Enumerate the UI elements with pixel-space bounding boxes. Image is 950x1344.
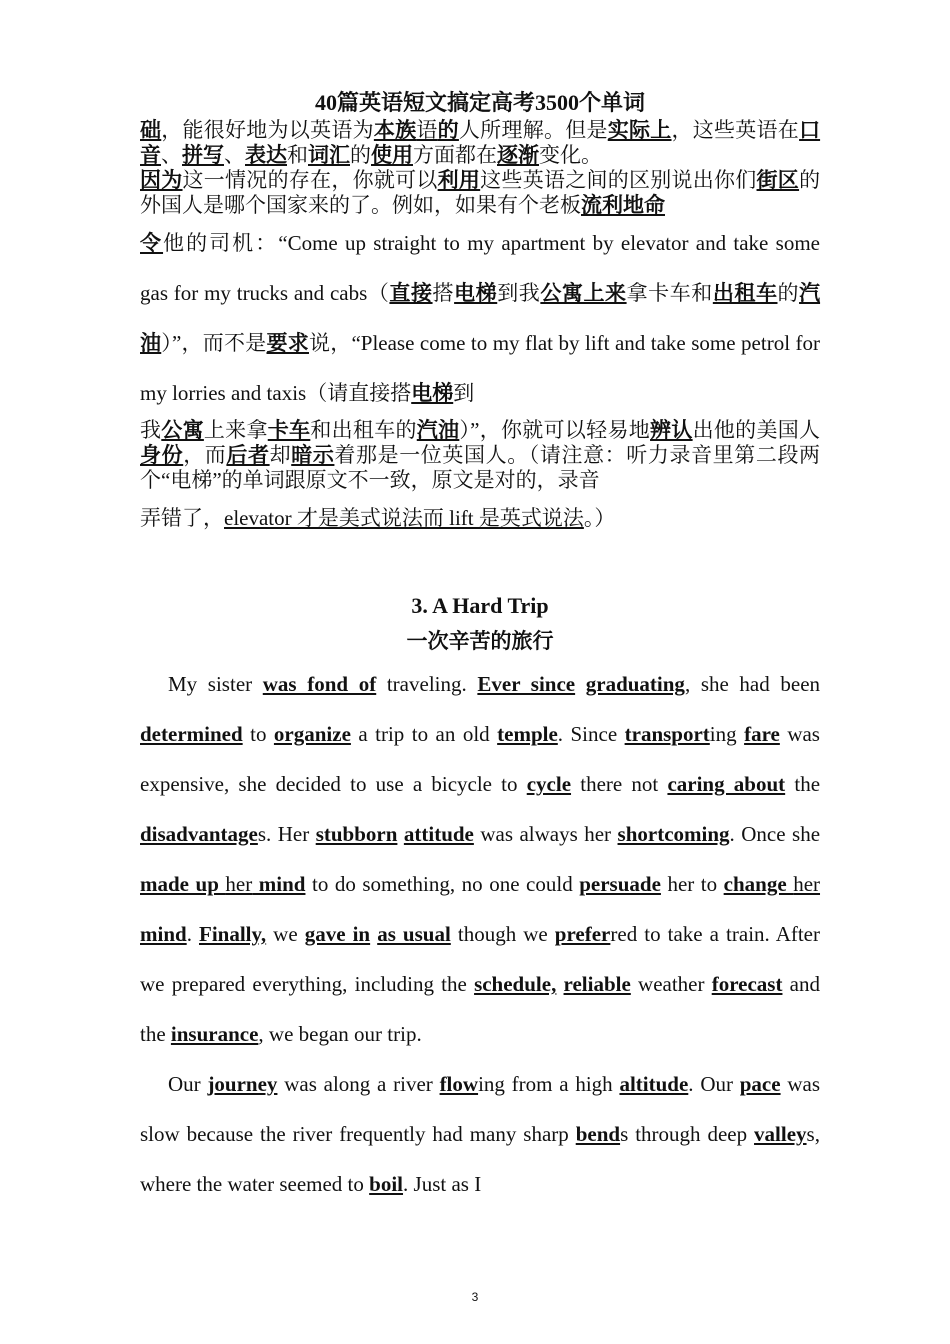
text-run: 这些英语之间的区别说出你们: [480, 168, 757, 192]
text-run: 却: [269, 443, 292, 467]
text-run: ）”，而不是: [161, 331, 267, 355]
text-run: forecast: [711, 972, 783, 996]
text-run: shortcoming: [617, 822, 730, 846]
text-run: stubborn: [315, 822, 398, 846]
text-run: weather: [630, 972, 712, 996]
en-paragraph-1: [140, 659, 820, 1059]
text-run: her: [793, 872, 821, 896]
text-run: My sister: [168, 672, 263, 696]
text-run: 公寓上来: [540, 281, 627, 305]
text-run: was expensive, she decided to use a bicycle to: [140, 722, 820, 796]
text-run: temple: [497, 722, 558, 746]
text-run: 利用: [437, 168, 481, 192]
text-run: cycle: [526, 772, 572, 796]
text-run: the: [785, 772, 821, 796]
text-run: and the: [140, 972, 820, 1046]
text-run: mind: [252, 872, 306, 896]
cn-paragraph-2: [140, 168, 820, 218]
text-run: 这一情况的存在，你就可以: [182, 168, 438, 192]
text-run: 和: [287, 143, 308, 167]
text-run: 街区: [756, 168, 800, 192]
text-run: 到我: [497, 281, 541, 305]
text-run: 础: [140, 118, 162, 142]
text-run: 电梯: [454, 281, 498, 305]
text-run: 拿卡车和: [626, 281, 713, 305]
text-run: ，这些英语在: [671, 118, 800, 142]
text-run: 出租车: [712, 281, 778, 305]
text-run: 人所理解。但是: [458, 118, 608, 142]
en-paragraph-2: [140, 1059, 820, 1209]
text-run: 上来拿: [203, 418, 268, 442]
text-run: 着那是一位英国人。（请注意：听力录音里第二段两个“电梯”的单词跟原文不一致，原文是对的，录音: [140, 443, 821, 492]
text-run: traveling.: [376, 672, 478, 696]
cn-paragraph-3: [140, 418, 820, 493]
text-run: 实际上: [607, 118, 672, 142]
text-run: 到: [453, 381, 475, 405]
text-run: Our: [168, 1072, 208, 1096]
text-run: Finally,: [199, 922, 267, 946]
text-run: prefer: [554, 922, 611, 946]
text-run: flow: [439, 1072, 479, 1096]
text-run: 公寓: [161, 418, 204, 442]
text-run: 电梯: [411, 381, 454, 405]
text-run: , she had been: [684, 672, 821, 696]
text-run: was fond of: [262, 672, 377, 696]
text-run: 本族: [373, 118, 417, 142]
text-run: bend: [575, 1122, 621, 1146]
text-run: we: [266, 922, 305, 946]
text-run: 直接: [389, 281, 433, 305]
text-run: 方面都在: [413, 143, 497, 167]
text-run: determined: [140, 722, 243, 746]
text-run: 语: [416, 118, 438, 142]
cn-paragraph-3-tail: [140, 493, 820, 543]
text-run: mind: [140, 922, 187, 946]
section-subtitle: 一次辛苦的旅行: [406, 629, 554, 653]
text-run: s, where the water seemed to: [140, 1122, 820, 1196]
text-run: , we began our trip.: [258, 1022, 422, 1046]
text-run: 我: [140, 418, 162, 442]
text-run: valley: [754, 1122, 807, 1146]
text-run: ，而: [183, 443, 227, 467]
text-run: 。）: [583, 506, 616, 530]
text-run: 说，“Please come to my flat by lift and take some petrol for my lorries and taxis（请直接搭: [140, 331, 821, 405]
text-run: transport: [624, 722, 710, 746]
text-run: s through deep: [620, 1122, 755, 1146]
text-run: to do something, no one could: [305, 872, 580, 896]
text-run: caring about: [667, 772, 786, 796]
text-run: 令: [140, 231, 164, 255]
text-run: 流利地命: [581, 193, 665, 217]
text-run: her to: [660, 872, 724, 896]
text-run: 辨认: [650, 418, 693, 442]
text-run: 暗示: [291, 443, 335, 467]
text-run: was always her: [473, 822, 618, 846]
text-run: 和出租车的: [310, 418, 417, 442]
text-run: 弄错了，: [140, 506, 224, 530]
text-run: s. Her: [257, 822, 316, 846]
text-run: 变化。: [539, 143, 602, 167]
text-run: made up: [140, 872, 226, 896]
text-run: 的: [350, 143, 371, 167]
text-run: insurance: [170, 1022, 259, 1046]
text-run: 出他的美国人: [692, 418, 821, 442]
text-run: . Just as I: [403, 1172, 482, 1196]
text-run: 汽油: [416, 418, 460, 442]
text-run: 他的司机：“Come up straight to my apartment by elevator and take some gas for my trucks and cabs（: [140, 231, 820, 305]
text-run: her: [225, 872, 253, 896]
text-run: change: [723, 872, 794, 896]
text-run: boil: [369, 1172, 404, 1196]
document-title: 40篇英语短文搞定高考3500个单词: [314, 90, 645, 115]
text-run: ing: [709, 722, 745, 746]
document-page: [140, 88, 820, 1209]
page-number: 3: [471, 1290, 479, 1304]
text-run: reliable: [563, 972, 631, 996]
text-run: ，能很好地为以英语为: [161, 118, 374, 142]
text-run: there not: [571, 772, 668, 796]
text-run: Ever since: [477, 672, 576, 696]
text-run: 的: [437, 118, 459, 142]
text-run: was slow because the river frequently had many sharp: [140, 1072, 821, 1146]
text-run: 表达: [245, 143, 287, 167]
section-title: 3. A Hard Trip: [411, 593, 549, 618]
cn-paragraph-1: [140, 118, 820, 168]
text-run: 使用: [371, 143, 413, 167]
text-run: . Once she: [729, 822, 821, 846]
text-run: 搭: [432, 281, 455, 305]
text-run: 要求: [266, 331, 309, 355]
text-run: elevator 才是美式说法而 lift 是英式说法: [224, 506, 584, 530]
text-run: 逐渐: [497, 143, 539, 167]
text-run: [556, 972, 563, 996]
text-run: . Our: [688, 1072, 740, 1096]
text-run: red to take a train. After we prepared everything, including the: [140, 922, 820, 996]
text-run: 卡车: [267, 418, 311, 442]
text-run: ing from a high: [478, 1072, 620, 1096]
text-run: though we: [450, 922, 555, 946]
text-run: . Since: [557, 722, 625, 746]
text-run: .: [186, 922, 199, 946]
text-run: 、: [161, 143, 182, 167]
text-run: journey: [207, 1072, 278, 1096]
text-run: 拼写: [182, 143, 224, 167]
mixed-paragraph: [140, 218, 820, 418]
text-run: organize: [273, 722, 351, 746]
text-run: was along a river: [277, 1072, 440, 1096]
text-run: 口音: [140, 118, 821, 167]
text-run: schedule,: [474, 972, 557, 996]
text-run: 身份: [140, 443, 184, 467]
text-run: a trip to an old: [350, 722, 498, 746]
text-run: persuade: [579, 872, 661, 896]
text-run: to: [242, 722, 274, 746]
text-run: 因为: [140, 168, 183, 192]
text-run: gave in: [304, 922, 371, 946]
text-run: [575, 672, 586, 696]
text-run: 汽油: [140, 281, 821, 355]
text-run: 、: [224, 143, 245, 167]
text-run: ）”，你就可以轻易地: [459, 418, 651, 442]
text-run: fare: [744, 722, 780, 746]
text-run: disadvantage: [140, 822, 258, 846]
text-run: 后者: [226, 443, 270, 467]
text-run: graduating: [585, 672, 685, 696]
text-run: 的外国人是哪个国家来的了。例如，如果有个老板: [140, 168, 821, 217]
text-run: attitude: [403, 822, 474, 846]
text-run: 词汇: [308, 143, 350, 167]
text-run: 的: [777, 281, 800, 305]
text-run: altitude: [619, 1072, 689, 1096]
text-run: pace: [739, 1072, 781, 1096]
text-run: as usual: [377, 922, 451, 946]
